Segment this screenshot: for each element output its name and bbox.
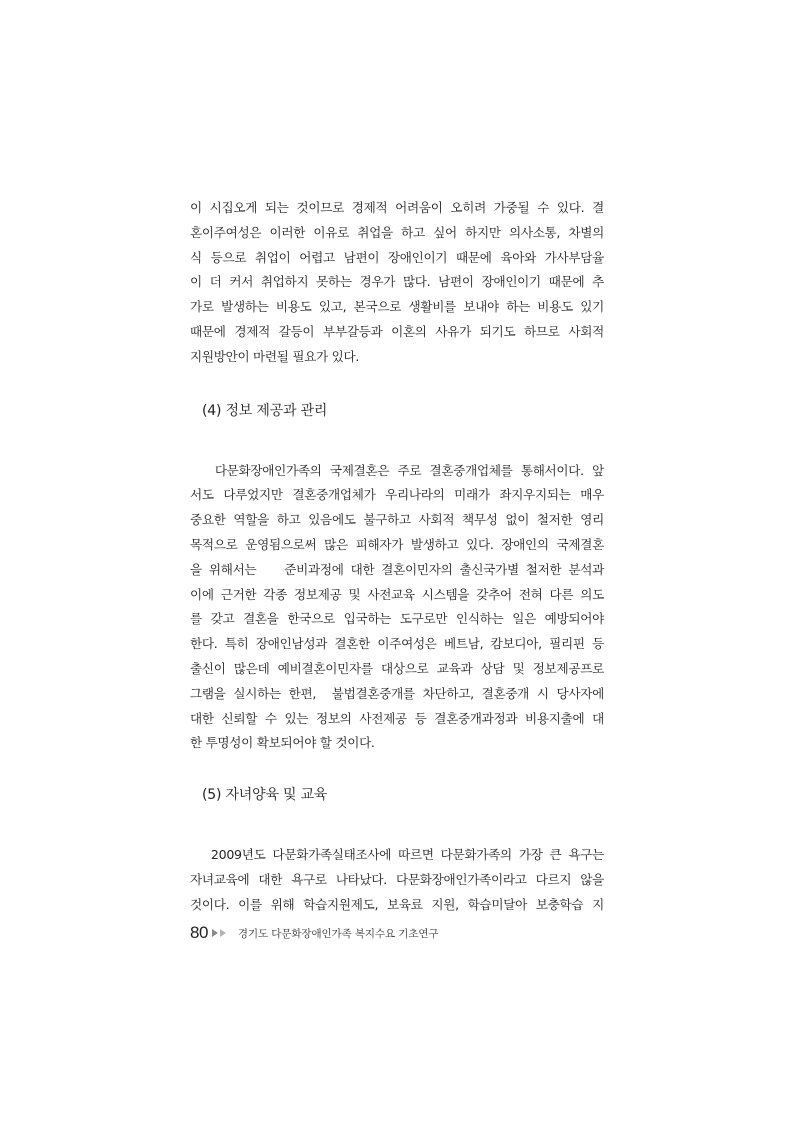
section-heading-info-management: (4) 정보 제공과 관리 [202,402,328,419]
running-title: 경기도 다문화장애인가족 복지수요 기초연구 [237,927,439,940]
text-line: 이 더 커서 취업하지 못하는 경우가 많다. 남편이 장애인이기 때문에 추 [190,274,604,290]
double-arrow-icon [212,929,228,937]
text-line: 서도 다루었지만 결혼중개업체가 우리나라의 미래가 좌지우지되는 매우 [190,487,604,503]
text-line: 가로 발생하는 비용도 있고, 본국으로 생활비를 보내야 하는 비용도 있기 [190,299,604,315]
text-line: 를 갖고 결혼을 한국으로 입국하는 도구로만 인식하는 일은 예방되어야 [190,611,604,627]
text-line: 중요한 역할을 하고 있음에도 불구하고 사회적 책무성 없이 철저한 영리 [190,512,604,528]
text-line: 혼이주여성은 이러한 이유로 취업을 하고 싶어 하지만 의사소통, 차별의 [190,224,604,240]
text-line: 때문에 경제적 갈등이 부부갈등과 이혼의 사유가 되기도 하므로 사회적 [190,323,604,339]
text-line: 지원방안이 마련될 필요가 있다. [190,348,360,364]
text-line: 자녀교육에 대한 욕구로 나타났다. 다문화장애인가족이라고 다르지 않을 [190,871,604,887]
page-number: 80 [190,923,208,942]
text-line: 대한 신뢰할 수 있는 정보의 사전제공 등 결혼중개과정과 비용지출에 대 [190,710,604,726]
text-line: 을 위해서는 준비과정에 대한 결혼이민자의 출신국가별 철저한 분석과 [190,561,604,577]
text-line: 2009년도 다문화가족실태조사에 따르면 다문화가족의 가장 큰 욕구는 [190,847,604,863]
page-content [190,196,604,918]
text-line: 한다. 특히 장애인남성과 결혼한 이주여성은 베트남, 캄보디아, 필리핀 등 [190,636,604,652]
text-line: 그램을 실시하는 한편, 불법결혼중개를 차단하고, 결혼중개 시 당사자에 [190,685,604,701]
text-line: 출신이 많은데 예비결혼이민자를 대상으로 교육과 상담 및 정보제공프로 [190,660,604,676]
text-line: 것이다. 이를 위해 학습지원제도, 보육료 지원, 학습미달아 보충학습 지 [190,896,604,912]
text-line: 이 시집오게 되는 것이므로 경제적 어려움이 오히려 가중될 수 있다. 결 [190,200,604,215]
paragraph-child-education [190,843,604,917]
paragraph-marriage-brokerage [190,459,604,757]
text-line: 다문화장애인가족의 국제결혼은 주로 결혼중개업체를 통해서이다. 앞 [190,462,604,478]
text-line: 이에 근거한 각종 정보제공 및 사전교육 시스템을 갖추어 전혀 다른 의도 [190,586,604,602]
arrow-right-icon [220,929,226,937]
paragraph-economic-difficulty [190,196,604,370]
text-line: 한 투명성이 확보되어야 할 것이다. [190,735,375,751]
section-heading-child-rearing: (5) 자녀양육 및 교육 [202,787,328,804]
text-line: 식 등으로 취업이 어렵고 남편이 장애인이기 때문에 육아와 가사부담율 [190,249,604,265]
page-footer [190,921,438,945]
arrow-right-icon [212,929,218,937]
text-line: 목적으로 운영됨으로써 많은 피해자가 발생하고 있다. 장애인의 국제결혼 [190,536,604,552]
